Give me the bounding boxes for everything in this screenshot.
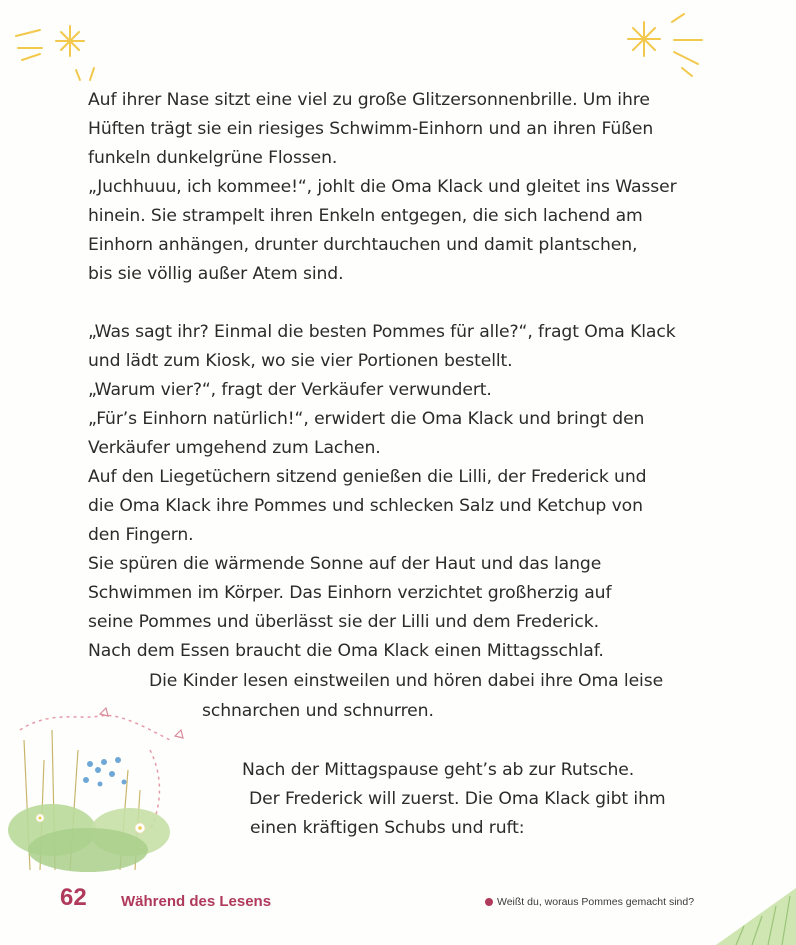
meadow-illustration — [0, 700, 220, 880]
story-line: „Was sagt ihr? Einmal die besten Pommes für alle?“, fragt Oma Klack — [88, 322, 676, 342]
story-line: die Oma Klack ihre Pommes und schlecken Salz und Ketchup von — [88, 496, 643, 516]
story-line: Nach der Mittagspause geht’s ab zur Rutsche. — [242, 760, 635, 780]
story-line: Einhorn anhängen, drunter durchtauchen und damit plantschen, — [88, 235, 638, 255]
story-line: hinein. Sie strampelt ihren Enkeln entgegen, die sich lachend am — [88, 206, 643, 226]
story-line: „Für’s Einhorn natürlich!“, erwidert die Oma Klack und bringt den — [88, 409, 645, 429]
story-line: Hüften trägt sie ein riesiges Schwimm-Einhorn und an ihren Füßen — [88, 119, 654, 139]
story-line: seine Pommes und überlässt sie der Lilli und dem Frederick. — [88, 612, 599, 632]
story-line: „Juchhuuu, ich kommee!“, johlt die Oma Klack und gleitet ins Wasser — [88, 177, 677, 197]
story-line: einen kräftigen Schubs und ruft: — [250, 818, 525, 838]
story-line: schnarchen und schnurren. — [202, 701, 434, 721]
story-line: Die Kinder lesen einstweilen und hören dabei ihre Oma leise — [149, 671, 664, 691]
story-line: und lädt zum Kiosk, wo sie vier Portionen bestellt. — [88, 351, 513, 371]
section-title: Während des Lesens — [121, 893, 272, 910]
story-line: den Fingern. — [88, 525, 194, 545]
story-line: Der Frederick will zuerst. Die Oma Klack gibt ihm — [249, 789, 666, 809]
story-line: bis sie völlig außer Atem sind. — [88, 264, 344, 284]
story-line: Sie spüren die wärmende Sonne auf der Haut und das lange — [88, 554, 602, 574]
story-line: Auf ihrer Nase sitzt eine viel zu große Glitzersonnenbrille. Um ihre — [88, 90, 650, 110]
story-line: Verkäufer umgehend zum Lachen. — [88, 438, 381, 458]
grass-decoration — [716, 878, 796, 945]
sparkle-icon-top-right — [612, 12, 722, 82]
story-line: Schwimmen im Körper. Das Einhorn verzichtet großherzig auf — [88, 583, 612, 603]
page-number: 62 — [60, 884, 87, 911]
story-line: Nach dem Essen braucht die Oma Klack einen Mittagsschlaf. — [88, 641, 604, 661]
story-line: funkeln dunkelgrüne Flossen. — [88, 148, 338, 168]
bullet-dot-icon — [485, 898, 493, 906]
reading-question — [485, 896, 694, 908]
sparkle-icon-top-left — [10, 14, 110, 84]
story-line: „Warum vier?“, fragt der Verkäufer verwundert. — [88, 380, 492, 400]
reading-question-text: Weißt du, woraus Pommes gemacht sind? — [497, 896, 695, 908]
story-line: Auf den Liegetüchern sitzend genießen die Lilli, der Frederick und — [88, 467, 647, 487]
